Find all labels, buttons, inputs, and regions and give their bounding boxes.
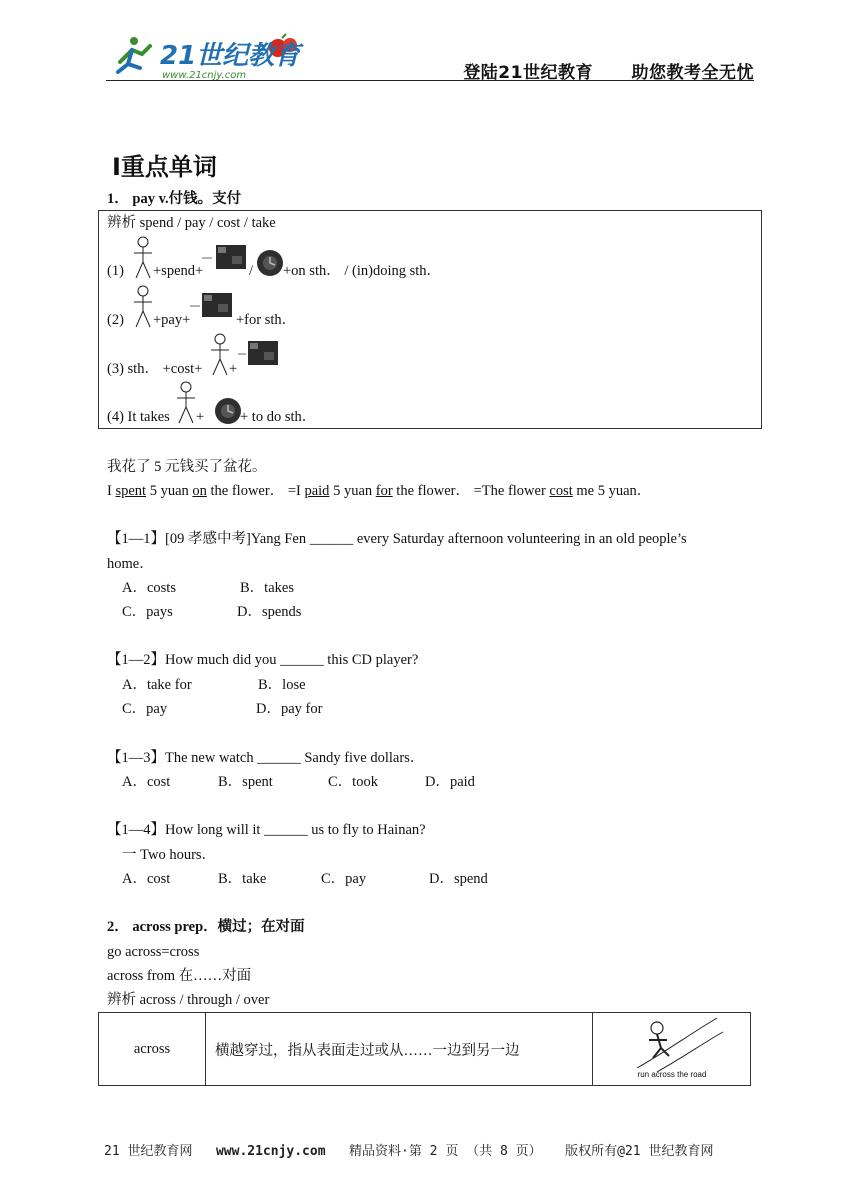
row1-slash: / [249,263,254,279]
row3-cost-text: (3) sth． +cost+ [107,361,203,377]
option-c: C．pays [122,604,173,620]
underlined-word: for [375,483,393,499]
table-cell-illustration [593,1013,751,1086]
footer-brand: 21 世纪教育网 [104,1144,193,1159]
option-a: A．costs [122,580,176,596]
clock-time-icon [213,396,243,426]
row1-rest-text: +on sth． / (in)doing sth． [283,263,442,279]
question-1-1-stem: 【1—1】[09 孝感中考]Yang Fen ______ every Saturday afternoon volunteering in an old people’s [107,531,687,547]
option-d: D．paid [425,774,475,790]
clock-time-icon [255,248,285,278]
row4-plus: + [196,409,205,425]
person-icon [132,236,154,280]
comparison-table [98,1012,751,1086]
item2-line-2: across from 在……对面 [107,968,252,984]
page-footer [104,1140,713,1159]
row3-plus: + [229,361,238,377]
underlined-word: spent [115,483,147,499]
underlined-word: paid [304,483,330,499]
person-icon [132,285,154,329]
footer-site-link[interactable]: www.21cnjy.com [215,1144,326,1159]
option-a: A．take for [122,677,192,693]
item1-heading: 1． pay v.付钱。支付 [107,191,242,207]
footer-copyright: 版权所有@21 世纪教育网 [565,1144,714,1159]
money-icon [202,244,248,272]
question-1-4-stem: 【1—4】How long will it ______ us to fly to Hainan? [107,822,426,838]
example-sentence: I spent 5 yuan on the flower． =I paid 5 yuan for the flower． =The flower cost me 5 yuan． [107,483,652,499]
question-1-1-stem-cont: home． [107,556,154,572]
logo-graphic [112,32,312,82]
answer-line: 一 Two hours． [122,847,217,863]
section-title: Ⅰ重点单词 [112,153,217,181]
row2-pay-text: +pay+ [153,312,191,328]
option-d: D．pay for [256,701,323,717]
option-c: C．pay [122,701,168,717]
table-row [99,1013,751,1086]
option-d: D．spend [429,871,488,887]
money-icon [238,340,284,368]
example-chinese: 我花了 5 元钱买了盆花。 [107,459,267,475]
item2-line-3: 辨析 across / through / over [107,992,270,1008]
row4-rest-text: + to do sth． [240,409,317,425]
option-b: B．take [218,871,267,887]
row1-number: (1) [107,263,124,279]
option-a: A．cost [122,774,171,790]
row4-ittakes-text: (4) It takes [107,409,170,425]
running-person-illustration [617,1014,727,1080]
header-divider [106,80,754,81]
row1-spend-text: +spend+ [153,263,204,279]
option-b: B．lose [258,677,306,693]
underlined-word: cost [549,483,573,499]
option-d: D．spends [237,604,302,620]
underlined-word: on [192,483,207,499]
table-cell-word: across [99,1013,206,1086]
item2-heading: 2． across prep．横过；在对面 [107,919,305,935]
option-b: B．takes [240,580,294,596]
svg-text:21世纪教育: 21世纪教育 [160,41,301,71]
option-c: C．pay [321,871,367,887]
option-a: A．cost [122,871,171,887]
question-1-3-stem: 【1—3】The new watch ______ Sandy five dollars． [107,750,425,766]
header-tagline-1: 登陆21世纪教育 [463,63,593,83]
svg-text:www.21cnjy.com: www.21cnjy.com [162,70,247,81]
table-cell-meaning: 横越穿过，指从表面走过或从……一边到另一边 [206,1013,593,1086]
money-icon [190,292,236,320]
option-c: C．took [328,774,378,790]
row2-number: (2) [107,312,124,328]
row2-rest-text: +for sth． [236,312,297,328]
person-icon [175,381,197,425]
illustration-caption: run across the road [637,1069,706,1079]
person-icon [209,333,231,377]
option-b: B．spent [218,774,273,790]
site-logo [112,32,312,82]
question-1-2-stem: 【1—2】How much did you ______ this CD player? [107,652,419,668]
item2-line-1: go across=cross [107,944,200,960]
box-title: 辨析 spend / pay / cost / take [107,215,276,231]
footer-page-info: 精品资料·第 2 页 （共 8 页） [349,1144,542,1159]
header-tagline-2: 助您教考全无忧 [631,63,754,83]
